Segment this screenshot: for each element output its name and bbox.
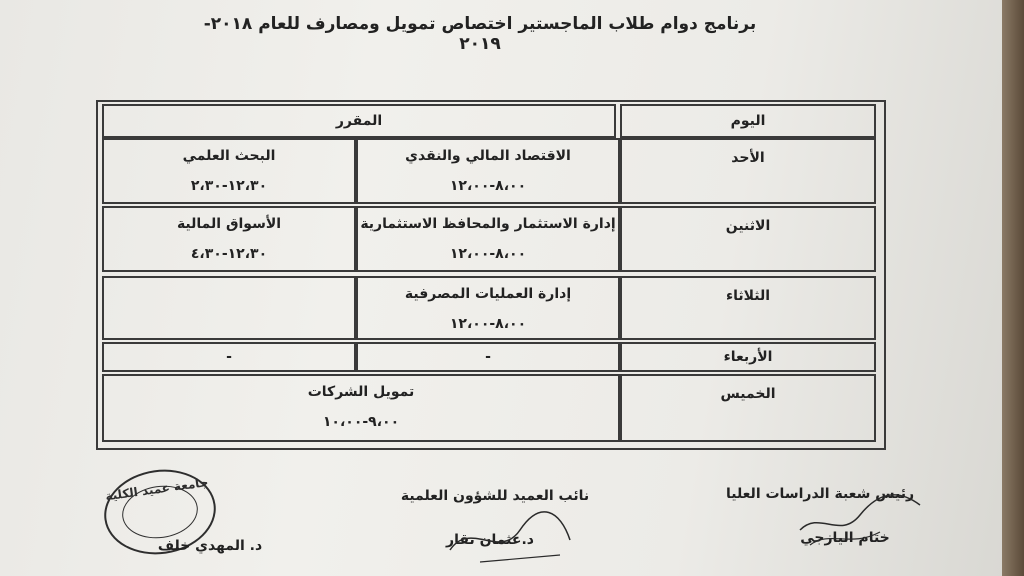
handwritten-signature: [440, 500, 580, 570]
header-course-label: المقرر: [335, 113, 383, 129]
handwritten-signature: [790, 470, 930, 550]
left-signatory-name: د. المهدي خلف: [157, 538, 263, 554]
day-cell-tuesday: [620, 276, 876, 340]
header-course-cell: [102, 104, 616, 138]
course-name: البحث العلمي: [182, 148, 276, 164]
course-name: الأسواق المالية: [176, 216, 282, 232]
middle-signatory-title: نائب العميد للشؤون العلمية: [400, 488, 590, 504]
day-cell-thursday: [620, 374, 876, 442]
course-time: ٨،٠٠-١٢،٠٠: [449, 178, 527, 194]
course-name: إدارة العمليات المصرفية: [404, 286, 572, 302]
background-edge: [1002, 0, 1024, 576]
course-time: ٩،٠٠-١٠،٠٠: [322, 414, 400, 430]
right-signatory-title: رئيس شعبة الدراسات العليا: [725, 486, 915, 502]
middle-signatory-name: د.عثمان نقار: [446, 532, 534, 548]
document-title: برنامج دوام طلاب الماجستير اختصاص تمويل ومصارف للعام ٢٠١٨- ٢٠١٩: [203, 14, 757, 54]
header-day-cell: [620, 104, 876, 138]
course-cell: [102, 206, 356, 272]
course-name: إدارة الاستثمار والمحافظ الاستثمارية: [360, 216, 616, 232]
course-cell-merged: [102, 374, 620, 442]
course-cell: [356, 138, 620, 204]
course-cell: [356, 276, 620, 340]
day-cell-monday: [620, 206, 876, 272]
course-time: ٨،٠٠-١٢،٠٠: [449, 246, 527, 262]
day-label: الأربعاء: [723, 349, 773, 365]
course-time: ١٢،٣٠-٤،٣٠: [190, 246, 268, 262]
right-signatory-name: ختام اليازجي: [800, 530, 890, 546]
course-cell: [102, 138, 356, 204]
day-cell-wednesday: [620, 342, 876, 372]
course-time: ١٢،٣٠-٢،٣٠: [190, 178, 268, 194]
course-time: ٨،٠٠-١٢،٠٠: [449, 316, 527, 332]
course-cell: [356, 342, 620, 372]
day-label: الاثنين: [725, 218, 771, 234]
stamp-text: جامعة عميد الكلية: [104, 475, 210, 504]
course-cell: [102, 342, 356, 372]
day-label: الخميس: [720, 386, 776, 402]
day-label: الأحد: [731, 150, 765, 166]
day-cell-sunday: [620, 138, 876, 204]
course-cell-empty: [102, 276, 356, 340]
course-name: تمويل الشركات: [307, 384, 415, 400]
course-name: -: [485, 349, 491, 365]
header-day-label: اليوم: [730, 113, 766, 129]
course-cell: [356, 206, 620, 272]
course-name: -: [226, 349, 232, 365]
course-name: الاقتصاد المالي والنقدي: [405, 148, 571, 164]
day-label: الثلاثاء: [725, 288, 771, 304]
